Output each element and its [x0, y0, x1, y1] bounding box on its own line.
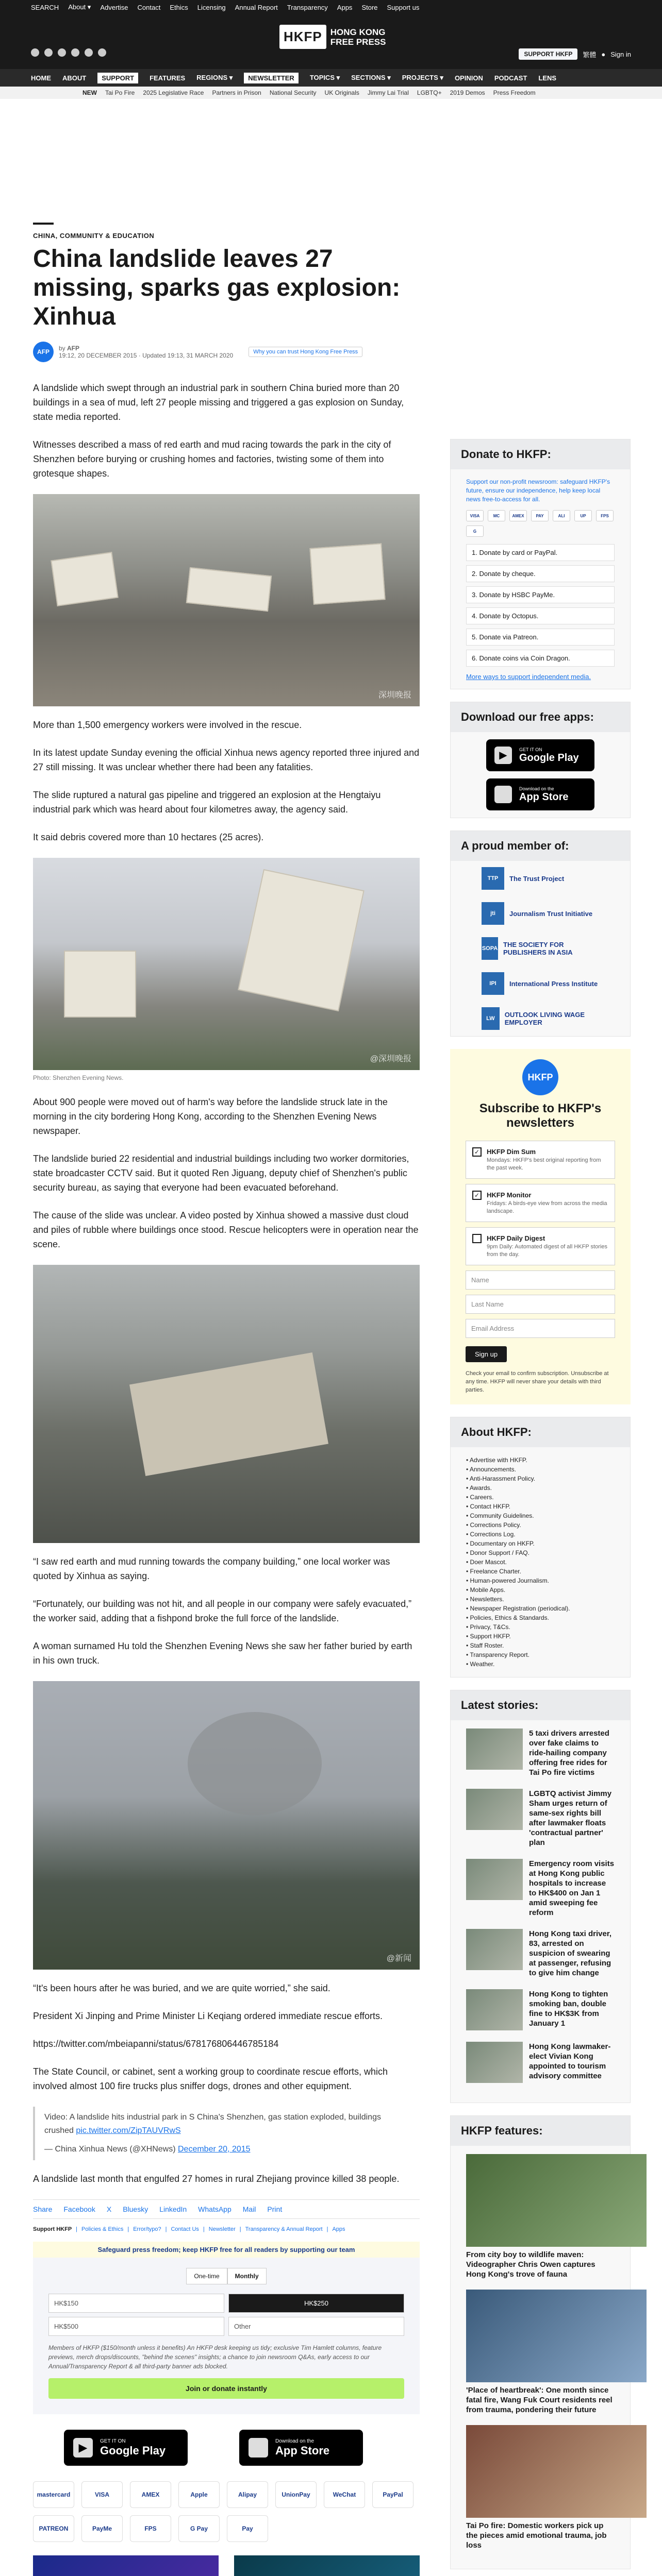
- hkfp-badge: HKFP: [522, 1059, 558, 1095]
- card-icon: AMEX: [509, 510, 527, 521]
- about-link[interactable]: • Mobile Apps.: [466, 1586, 506, 1594]
- apple-icon: [494, 786, 512, 803]
- paragraph: A landslide last month that engulfed 27 homes in rural Zhejiang province killed 38 people.: [33, 2174, 400, 2184]
- donate-widget: [450, 439, 631, 689]
- about-link[interactable]: • Awards.: [466, 1484, 492, 1492]
- card-icon: G: [466, 526, 484, 537]
- newsletter-widget: [450, 1049, 631, 1404]
- updated-date: Updated 19:13, 31 MARCH 2020: [142, 352, 234, 359]
- story-item[interactable]: [466, 2042, 615, 2083]
- logo-mark: HKFP: [279, 25, 326, 49]
- about-link[interactable]: • Weather.: [466, 1660, 495, 1668]
- about-link[interactable]: • Anti-Harassment Policy.: [466, 1475, 536, 1482]
- nav-item[interactable]: SECTIONS ▾: [351, 74, 391, 81]
- paragraph: “I saw red earth and mud running towards the company building,” one local worker was quoted by Xinhua as saying.: [33, 1556, 390, 1581]
- payme-icon[interactable]: PayMe: [81, 2515, 123, 2542]
- facebook-icon[interactable]: [31, 48, 39, 57]
- story-title[interactable]: 5 taxi drivers arrested over fake claims to ride-hailing company offering free rides for Tai Po fire victims: [529, 1729, 609, 1777]
- widget-title: Donate to HKFP:: [451, 439, 630, 469]
- widget-title: About HKFP:: [451, 1417, 630, 1447]
- feature-title[interactable]: From city boy to wildlife maven: Videographer Chris Owen captures Hong Kong's trove of fauna: [466, 2250, 595, 2279]
- article-category[interactable]: CHINA, COMMUNITY & EDUCATION: [33, 232, 155, 240]
- card-icon: MC: [488, 510, 505, 521]
- trending-item[interactable]: National Security: [269, 89, 317, 96]
- support-button[interactable]: SUPPORT HKFP: [519, 48, 577, 60]
- donate-option[interactable]: 4. Donate by Octopus.: [466, 607, 615, 624]
- card-icon: FPS: [596, 510, 614, 521]
- payment-methods: [33, 2481, 420, 2542]
- amount-option[interactable]: HK$250: [228, 2294, 404, 2313]
- donate-note: Members of HKFP ($150/month unless it benefits) An HKFP desk keeping us tidy; exclusive Tim Hamlett columns, feature previews, merch drops/discounts, "behind the scenes" insights; a chance to join newsroom Q&As, early access to our Annual/Transparency Report & all third-party banner ads blocked.: [48, 2344, 382, 2370]
- unionpay-icon[interactable]: UnionPay: [275, 2481, 317, 2508]
- header-actions: [519, 48, 631, 60]
- about-link[interactable]: • Corrections Log.: [466, 1531, 516, 1538]
- ipi-icon: IPI: [482, 972, 504, 995]
- trending-item[interactable]: Partners in Prison: [212, 89, 261, 96]
- story-title[interactable]: Hong Kong taxi driver, 83, arrested on suspicion of swearing at passenger, refusing to give him change: [529, 1929, 612, 1977]
- story-item[interactable]: [466, 1989, 615, 2030]
- nav-item[interactable]: ABOUT: [62, 74, 87, 82]
- telegram-icon[interactable]: [71, 48, 79, 57]
- google-play-icon: ▶: [73, 2438, 93, 2458]
- trending-item[interactable]: UK Originals: [324, 89, 359, 96]
- donate-box: [33, 2242, 420, 2414]
- share-print[interactable]: Print: [267, 2205, 283, 2213]
- last-name-field[interactable]: Last Name: [466, 1295, 615, 1314]
- share-whatsapp[interactable]: WhatsApp: [198, 2205, 231, 2213]
- newsletter-title: Subscribe to HKFP's newsletters: [479, 1101, 602, 1130]
- about-link[interactable]: • Announcements.: [466, 1466, 516, 1473]
- nav-item[interactable]: HOME: [31, 74, 51, 82]
- nav-item[interactable]: NEWSLETTER: [244, 73, 299, 83]
- promo-banners: [33, 2555, 420, 2576]
- about-link[interactable]: • Policies, Ethics & Standards.: [466, 1614, 549, 1621]
- app-store-button[interactable]: Download on the App Store: [486, 778, 594, 810]
- story-title[interactable]: LGBTQ activist Jimmy Sham urges return of same-sex rights bill after lawmaker floats 'contractual partner' plan: [529, 1789, 612, 1847]
- story-title[interactable]: Hong Kong to tighten smoking ban, double fine to HK$3K from January 1: [529, 1990, 608, 2028]
- share-label: Share: [33, 2205, 53, 2213]
- donate-option[interactable]: 3. Donate by HSBC PayMe.: [466, 586, 615, 603]
- collapsed-building-photo: [33, 1265, 420, 1543]
- search-link[interactable]: SEARCH: [31, 3, 59, 11]
- member-logo[interactable]: TTP The Trust Project: [451, 861, 630, 896]
- trending-item[interactable]: 2025 Legislative Race: [143, 89, 204, 96]
- google-play-button[interactable]: ▶ GET IT ON Google Play: [486, 739, 594, 771]
- footer-link[interactable]: Error/typo?: [133, 2226, 161, 2232]
- support-banner[interactable]: [234, 2555, 420, 2576]
- top-link[interactable]: Advertise: [100, 3, 128, 11]
- nav-item[interactable]: LENS: [538, 74, 557, 82]
- divider: [33, 223, 54, 225]
- name-field[interactable]: Name: [466, 1270, 615, 1290]
- top-link[interactable]: Contact: [137, 3, 161, 11]
- about-link[interactable]: • Careers.: [466, 1494, 494, 1501]
- site-header: [0, 14, 662, 69]
- member-logo[interactable]: SOPA THE SOCIETY FOR PUBLISHERS IN ASIA: [451, 931, 630, 966]
- newsletter-note: Check your email to confirm subscription. Unsubscribe at any time. HKFP will never share your details with third parties.: [466, 1370, 609, 1393]
- top-link[interactable]: Ethics: [170, 3, 188, 11]
- checkbox-icon: [472, 1234, 482, 1243]
- youtube-icon[interactable]: [85, 48, 93, 57]
- trending-label: NEW: [82, 89, 97, 96]
- story-title[interactable]: Hong Kong lawmaker-elect Vivian Kong appointed to tourism advisory committee: [529, 2042, 611, 2080]
- publish-date: 19:12, 20 DECEMBER 2015: [59, 352, 137, 359]
- story-thumbnail[interactable]: [466, 1989, 523, 2030]
- footer-link[interactable]: Apps: [332, 2226, 345, 2232]
- about-link[interactable]: • Staff Roster.: [466, 1642, 504, 1649]
- card-icon: ALI: [553, 510, 570, 521]
- photo-watermark: @深圳晚报: [370, 1055, 411, 1063]
- feature-item[interactable]: [466, 2425, 615, 2550]
- paragraph: The cause of the slide was unclear. A video posted by Xinhua showed a massive dust cloud and piles of rubble where buildings once stood. Rescue helicopters were in operation near the scene.: [33, 1210, 419, 1249]
- article-title: China landslide leaves 27 missing, sparks gas explosion: Xinhua: [33, 245, 401, 330]
- footer-link[interactable]: Newsletter: [208, 2226, 236, 2232]
- story-item[interactable]: [466, 1859, 615, 1918]
- footer-links: Support HKFP | Policies & Ethics | Error/typo? | Contact Us | Newsletter | Transparency & Annual Report | Apps: [33, 2226, 345, 2232]
- story-thumbnail[interactable]: [466, 2042, 523, 2083]
- about-link[interactable]: • Privacy, T&Cs.: [466, 1623, 510, 1631]
- article: [33, 223, 420, 2576]
- author-name[interactable]: AFP: [67, 345, 80, 352]
- story-thumbnail[interactable]: [466, 1929, 523, 1970]
- donate-option[interactable]: 5. Donate via Patreon.: [466, 629, 615, 646]
- google-pay-icon[interactable]: G Pay: [178, 2515, 220, 2542]
- top-link[interactable]: About ▾: [68, 3, 91, 11]
- share-mail[interactable]: Mail: [242, 2205, 256, 2213]
- site-logo[interactable]: [279, 25, 386, 49]
- donate-amounts: [48, 2294, 404, 2336]
- about-link[interactable]: • Doer Mascot.: [466, 1558, 507, 1566]
- nav-item[interactable]: SUPPORT: [97, 73, 138, 83]
- rss-icon[interactable]: [98, 48, 106, 57]
- more-ways-link[interactable]: More ways to support independent media.: [466, 673, 591, 681]
- tab-one-time[interactable]: One-time: [186, 2268, 227, 2284]
- footer-link[interactable]: Transparency & Annual Report: [245, 2226, 323, 2232]
- signup-button[interactable]: Sign up: [466, 1346, 507, 1362]
- amex-icon[interactable]: AMEX: [130, 2481, 171, 2508]
- paragraph: In its latest update Sunday evening the official Xinhua news agency reported three injured and 27 still missing. It was unclear whether there had been any fatalities.: [33, 748, 420, 772]
- widget-title: Latest stories:: [451, 1690, 630, 1720]
- photo-caption: Photo: Shenzhen Evening News.: [33, 1074, 124, 1081]
- feature-image[interactable]: [466, 2290, 647, 2382]
- tweet-date-link[interactable]: December 20, 2015: [178, 2145, 251, 2154]
- story-thumbnail[interactable]: [466, 1859, 523, 1900]
- card-icon: VISA: [466, 510, 484, 521]
- paragraph: It said debris covered more than 10 hectares (25 acres).: [33, 832, 264, 842]
- feature-image[interactable]: [466, 2154, 647, 2247]
- trending-item[interactable]: 2019 Demos: [450, 89, 485, 96]
- about-link[interactable]: • Community Guidelines.: [466, 1512, 534, 1519]
- feature-title[interactable]: Tai Po fire: Domestic workers pick up the pieces amid emotional trauma, job loss: [466, 2521, 607, 2550]
- about-link[interactable]: • Freelance Charter.: [466, 1568, 521, 1575]
- paragraph: President Xi Jinping and Prime Minister Li Keqiang ordered immediate rescue efforts.: [33, 2011, 383, 2021]
- footer-link[interactable]: Support HKFP: [33, 2226, 72, 2232]
- living-wage-icon: LW: [482, 1007, 500, 1030]
- donate-intro[interactable]: Support our non-profit newsroom: safeguard HKFP's future, ensure our independence, help keep local news free-to-access for all.: [466, 478, 610, 503]
- newsletter-option[interactable]: ✓ HKFP Monitor Fridays: A birds-eye view from across the media landscape.: [466, 1184, 615, 1222]
- apps-widget: [450, 702, 631, 818]
- share-x[interactable]: X: [106, 2205, 112, 2213]
- latest-stories-widget: [450, 1690, 631, 2103]
- apple-icon: [249, 2438, 268, 2458]
- feature-image[interactable]: [466, 2425, 647, 2518]
- apple-pay-icon[interactable]: Apple: [178, 2481, 220, 2508]
- checkbox-checked-icon: ✓: [472, 1191, 482, 1200]
- share-facebook[interactable]: Facebook: [63, 2205, 95, 2213]
- email-field[interactable]: Email Address: [466, 1319, 615, 1338]
- paragraph: A woman surnamed Hu told the Shenzhen Evening News she saw her father buried by earth in his own truck.: [33, 1641, 412, 1666]
- instagram-icon[interactable]: [58, 48, 66, 57]
- feature-title[interactable]: 'Place of heartbreak': One month since fatal fire, Wang Fuk Court residents reel from trauma, pondering their future: [466, 2386, 613, 2414]
- paragraph: “It's been hours after he was buried, and we are quite worried,” she said.: [33, 1983, 330, 1993]
- mastercard-icon[interactable]: mastercard: [33, 2481, 74, 2508]
- card-icon: PAY: [531, 510, 549, 521]
- x-icon[interactable]: [44, 48, 53, 57]
- donate-option[interactable]: 6. Donate coins via Coin Dragon.: [466, 650, 615, 667]
- paragraph: About 900 people were moved out of harm's way before the landslide struck late in the morning in the city bordering Hong Kong, according to the Shenzhen Evening News newspaper.: [33, 1097, 388, 1136]
- amount-option[interactable]: HK$500: [48, 2317, 224, 2336]
- tweet-url[interactable]: https://twitter.com/mbeiapanni/status/678176806446785184: [33, 2039, 279, 2049]
- paragraph: The landslide buried 22 residential and industrial buildings including two worker dormitories, state broadcaster CCTV said. But it quoted Ren Jiguang, deputy chief of Shenzhen's public security bureau, as saying that everyone had been evacuated beforehand.: [33, 1154, 409, 1193]
- logo-text: HONG KONG FREE PRESS: [330, 27, 386, 47]
- widget-title: Download our free apps:: [451, 702, 630, 732]
- ethics-banner[interactable]: [33, 2555, 219, 2576]
- article-meta: AFP by AFP 19:12, 20 DECEMBER 2015 · Updated 19:13, 31 MARCH 2020 Why you can trust Hong Kong Free Press: [33, 342, 420, 362]
- amount-option[interactable]: HK$150: [48, 2294, 224, 2313]
- trending-item[interactable]: Tai Po Fire: [105, 89, 135, 96]
- user-icon[interactable]: ●: [601, 50, 606, 58]
- google-play-button[interactable]: ▶ GET IT ON Google Play: [64, 2430, 188, 2466]
- paragraph: More than 1,500 emergency workers were involved in the rescue.: [33, 720, 302, 730]
- top-link[interactable]: Licensing: [197, 3, 226, 11]
- checkbox-checked-icon: ✓: [472, 1147, 482, 1157]
- about-link[interactable]: • Corrections Policy.: [466, 1521, 521, 1529]
- story-item[interactable]: [466, 1728, 615, 1777]
- top-link[interactable]: Support us: [387, 3, 420, 11]
- story-thumbnail[interactable]: [466, 1728, 523, 1770]
- about-link[interactable]: • Donor Support / FAQ.: [466, 1549, 529, 1556]
- social-icons: [31, 48, 106, 57]
- trending-item[interactable]: LGBTQ+: [417, 89, 442, 96]
- card-icon: UP: [574, 510, 592, 521]
- feature-item[interactable]: [466, 2154, 615, 2279]
- amount-option[interactable]: Other: [228, 2317, 404, 2336]
- tilted-building-photo: [33, 858, 420, 1070]
- landslide-photo: [33, 494, 420, 706]
- patreon-icon[interactable]: PATREON: [33, 2515, 74, 2542]
- about-link[interactable]: • Human-powered Journalism.: [466, 1577, 549, 1584]
- nav-item[interactable]: PROJECTS ▾: [402, 74, 443, 81]
- newsletter-option[interactable]: HKFP Daily Digest 9pm Daily: Automated digest of all HKFP stories from the day.: [466, 1227, 615, 1265]
- feature-item[interactable]: [466, 2290, 615, 2415]
- trending-bar: [0, 87, 662, 99]
- nav-item[interactable]: PODCAST: [494, 74, 527, 82]
- about-link[interactable]: • Advertise with HKFP.: [466, 1456, 527, 1464]
- footer-link[interactable]: Policies & Ethics: [81, 2226, 124, 2232]
- visa-icon[interactable]: VISA: [81, 2481, 123, 2508]
- embedded-tweet: Video: A landslide hits industrial park in S China's Shenzhen, gas station exploded, buildings crushed pic.twitter.com/ZipTAUVRwS — China Xinhua News (@XHNews) December 20, 2015: [33, 2107, 420, 2160]
- member-logo[interactable]: IPI International Press Institute: [451, 966, 630, 1001]
- sopa-icon: SOPA: [482, 937, 498, 960]
- jti-icon: jti: [482, 902, 504, 925]
- about-link[interactable]: • Contact HKFP.: [466, 1503, 511, 1510]
- top-link[interactable]: Annual Report: [235, 3, 278, 11]
- member-logo[interactable]: jti Journalism Trust Initiative: [451, 896, 630, 931]
- photo-watermark: 深圳晚报: [378, 691, 411, 700]
- donate-button[interactable]: Join or donate instantly: [48, 2378, 404, 2399]
- signin-link[interactable]: Sign in: [610, 50, 631, 58]
- fps-icon[interactable]: FPS: [130, 2515, 171, 2542]
- about-link[interactable]: • Documentary on HKFP.: [466, 1540, 535, 1547]
- donate-tabs: [48, 2268, 404, 2284]
- paragraph: Witnesses described a mass of red earth and mud racing towards the park in the city of Shenzhen before burying or crushing homes and factories, twisting some of them into grotesque shapes.: [33, 439, 391, 479]
- photo-watermark: @新闻: [386, 1954, 411, 1963]
- author-avatar[interactable]: AFP: [33, 342, 54, 362]
- google-play-icon: ▶: [494, 747, 512, 764]
- member-logo[interactable]: LW OUTLOOK LIVING WAGE EMPLOYER: [451, 1001, 630, 1036]
- alipay-icon[interactable]: Alipay: [227, 2481, 268, 2508]
- trending-item[interactable]: Press Freedom: [493, 89, 536, 96]
- widget-title: A proud member of:: [451, 831, 630, 861]
- apple-pay-icon[interactable]: Pay: [227, 2515, 268, 2542]
- widget-title: HKFP features:: [451, 2116, 630, 2146]
- share-bluesky[interactable]: Bluesky: [123, 2205, 148, 2213]
- nav-item[interactable]: OPINION: [454, 74, 483, 82]
- share-bar: [33, 2199, 420, 2219]
- tab-monthly[interactable]: Monthly: [227, 2268, 267, 2284]
- top-link[interactable]: Store: [361, 3, 378, 11]
- about-link[interactable]: • Newsletters.: [466, 1596, 504, 1603]
- top-utility-bar: [0, 0, 662, 14]
- nav-item[interactable]: FEATURES: [150, 74, 186, 82]
- trust-project-icon: TTP: [482, 867, 504, 890]
- app-store-buttons: [64, 2430, 420, 2466]
- wechat-icon[interactable]: WeChat: [324, 2481, 365, 2508]
- top-link[interactable]: Transparency: [287, 3, 328, 11]
- paragraph: A landslide which swept through an industrial park in southern China buried more than 20 buildings in a sea of mud, left 27 people missing and triggered a gas explosion on Sunday, state media reported.: [33, 383, 404, 422]
- language-link[interactable]: 繁體: [583, 50, 597, 59]
- trending-item[interactable]: Jimmy Lai Trial: [367, 89, 409, 96]
- top-link[interactable]: Apps: [337, 3, 353, 11]
- nav-item[interactable]: TOPICS ▾: [309, 74, 340, 81]
- nav-item[interactable]: REGIONS ▾: [196, 74, 233, 81]
- newsletter-option[interactable]: ✓ HKFP Dim Sum Mondays: HKFP's best original reporting from the past week.: [466, 1141, 615, 1179]
- footer-link[interactable]: Contact Us: [171, 2226, 199, 2232]
- about-widget: [450, 1417, 631, 1677]
- share-linkedin[interactable]: LinkedIn: [159, 2205, 187, 2213]
- main-nav: [0, 69, 662, 87]
- donate-header: Safeguard press freedom; keep HKFP free for all readers by supporting our team: [33, 2242, 420, 2258]
- story-thumbnail[interactable]: [466, 1789, 523, 1830]
- tweet-pic-link[interactable]: pic.twitter.com/ZipTAUVRwS: [76, 2126, 181, 2135]
- about-link[interactable]: • Transparency Report.: [466, 1651, 529, 1658]
- about-link[interactable]: • Newspaper Registration (periodical).: [466, 1605, 570, 1612]
- app-store-button[interactable]: Download on the App Store: [239, 2430, 363, 2466]
- trust-link[interactable]: Why you can trust Hong Kong Free Press: [249, 347, 362, 357]
- story-item[interactable]: [466, 1789, 615, 1848]
- smoke-photo: [33, 1681, 420, 1970]
- paragraph: “Fortunately, our building was not hit, and all people in our company were safely evacuated,” the worker said, adding that a fishpond broke the full force of the landslide.: [33, 1599, 412, 1623]
- paypal-icon[interactable]: PayPal: [372, 2481, 413, 2508]
- paragraph: The State Council, or cabinet, sent a working group to coordinate rescue efforts, which involved almost 100 fire trucks plus sniffer dogs, drones and other equipment.: [33, 2066, 388, 2091]
- paragraph: The slide ruptured a natural gas pipeline and triggered an explosion at the Hengtaiyu industrial park which was heard about four kilometres away, the agency said.: [33, 790, 381, 815]
- sidebar: [450, 439, 631, 2576]
- story-item[interactable]: [466, 1929, 615, 1978]
- membership-widget: [450, 831, 631, 1037]
- donate-option[interactable]: 2. Donate by cheque.: [466, 565, 615, 582]
- about-link[interactable]: • Support HKFP.: [466, 1633, 511, 1640]
- donate-options: [466, 544, 615, 667]
- story-title[interactable]: Emergency room visits at Hong Kong public hospitals to increase to HK$400 on Jan 1 amid sweeping fee reform: [529, 1859, 615, 1917]
- donate-option[interactable]: 1. Donate by card or PayPal.: [466, 544, 615, 561]
- card-icons: [466, 510, 615, 537]
- features-widget: [450, 2115, 631, 2569]
